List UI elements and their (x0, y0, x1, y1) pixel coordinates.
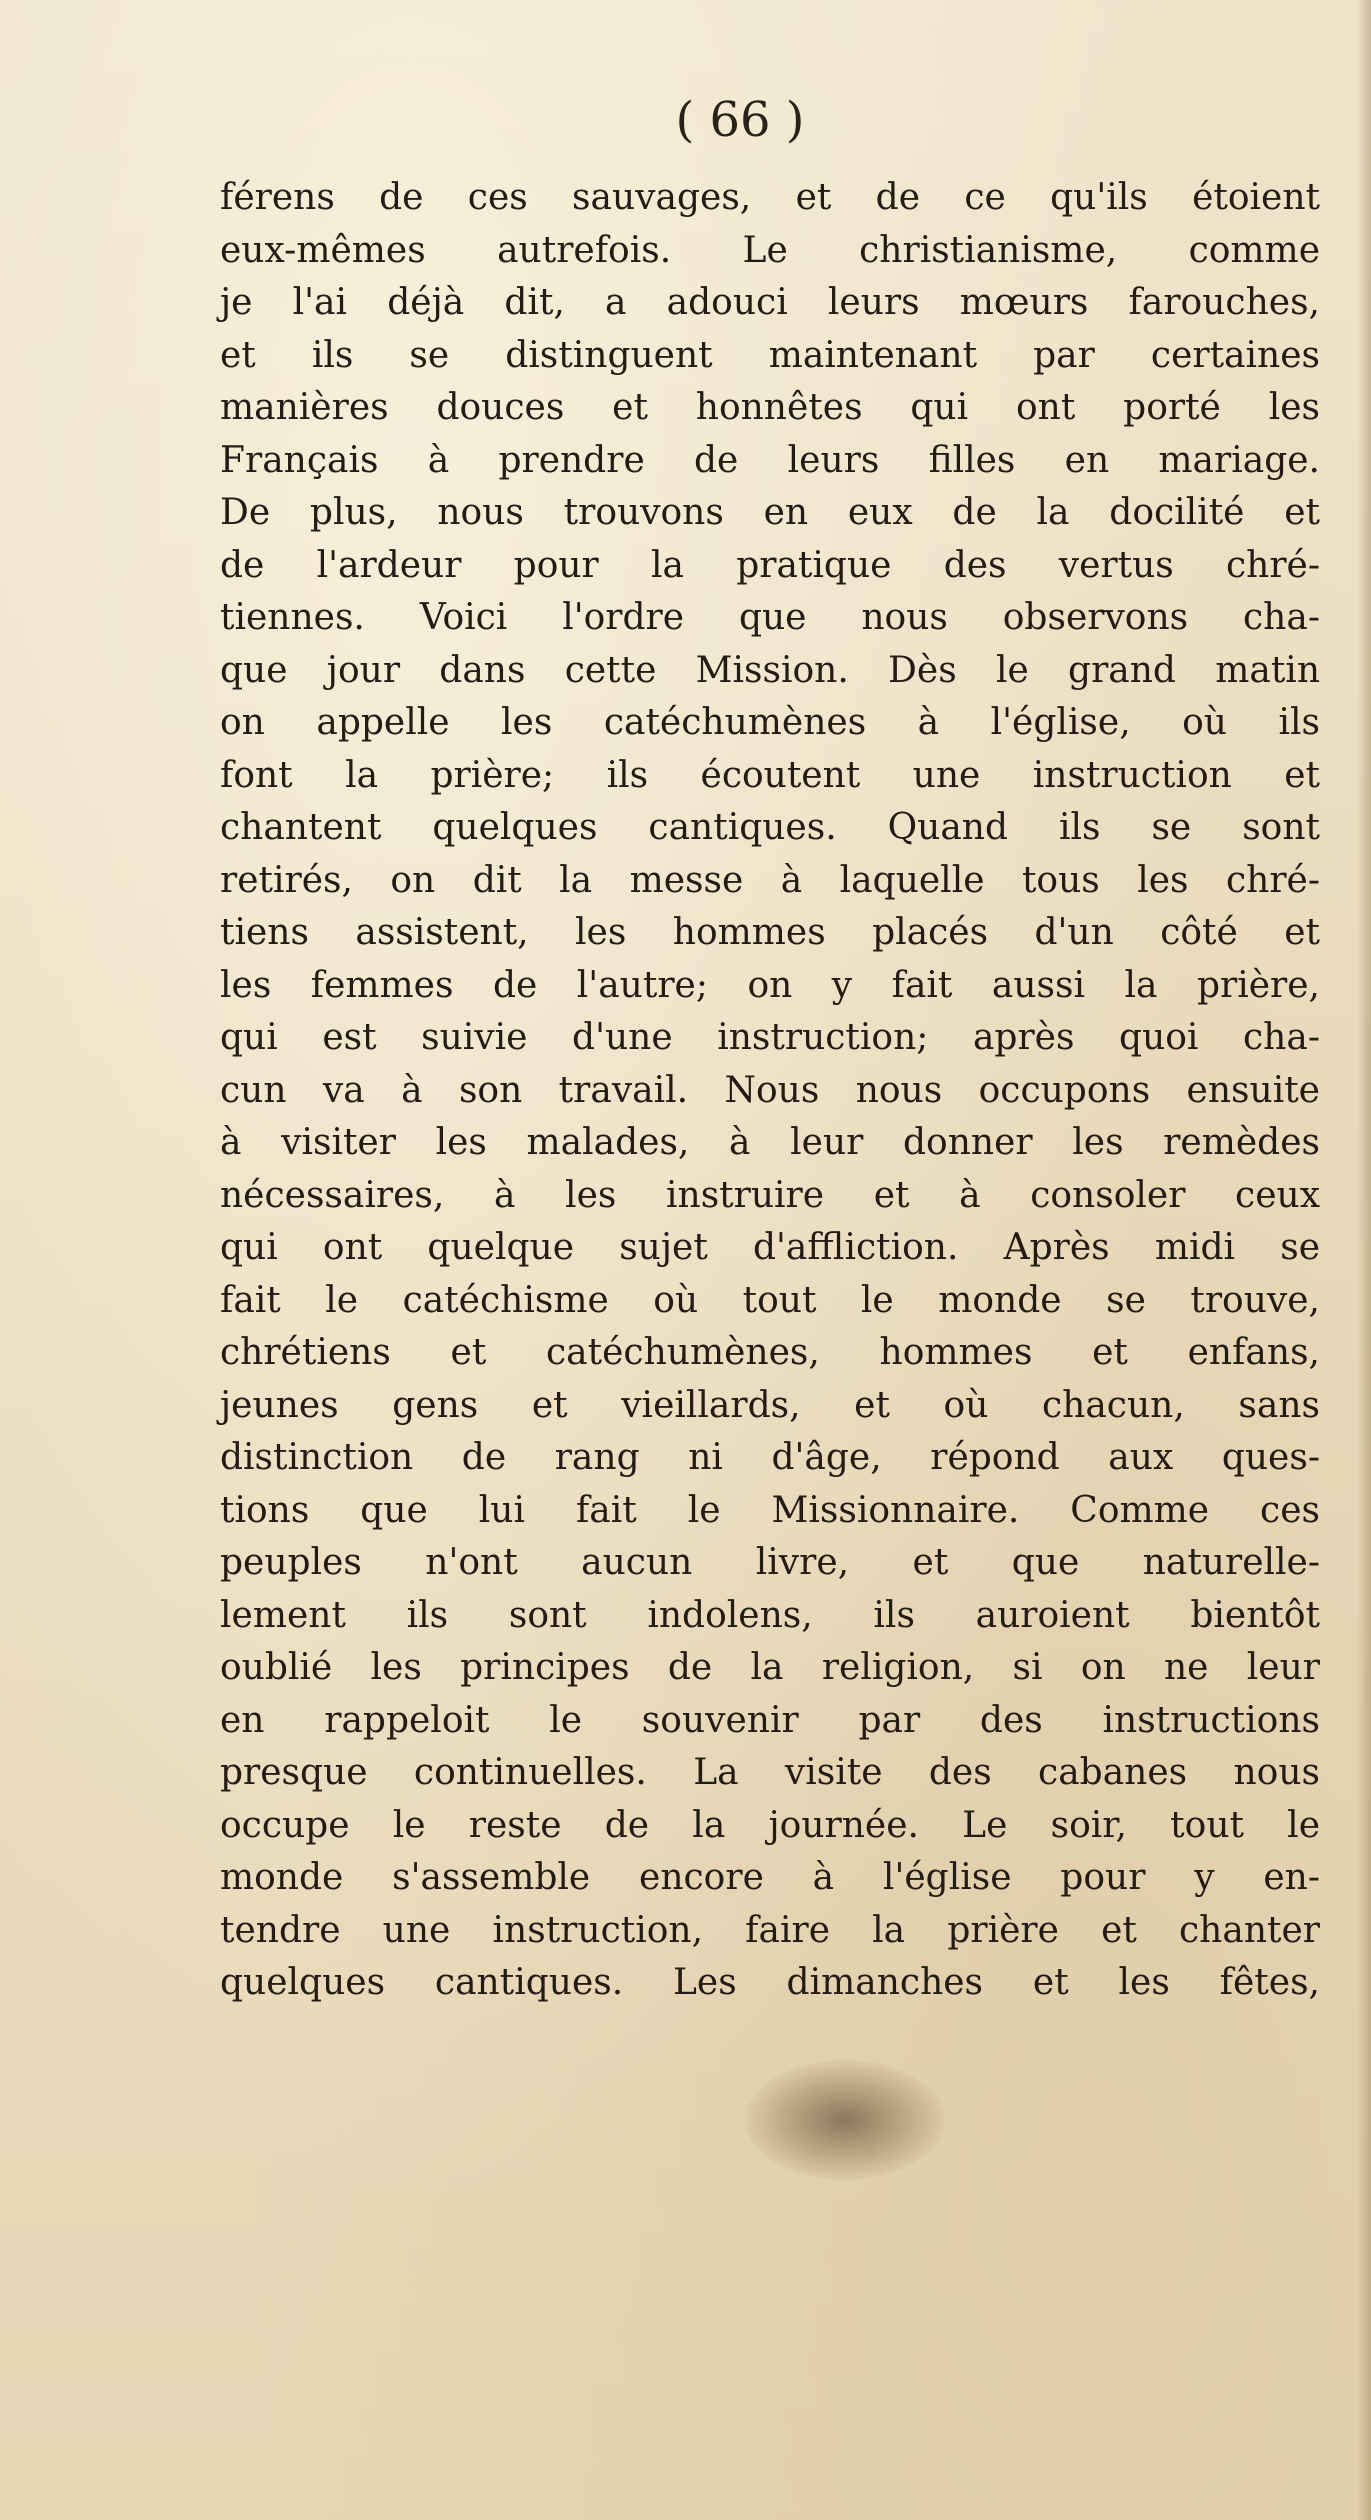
text-line: distinction de rang ni d'âge, répond aux ques- (220, 1437, 1320, 1478)
text-line: Français à prendre de leurs filles en mariage. (220, 439, 1320, 481)
page-number: ( 66 ) (675, 92, 805, 148)
text-line: qui est suivie d'une instruction; après quoi cha- (220, 1017, 1320, 1058)
text-line: chrétiens et catéchumènes, hommes et enfans, (220, 1332, 1320, 1373)
text-line: on appelle les catéchumènes à l'église, où ils (220, 702, 1320, 743)
text-line: tendre une instruction, faire la prière et chanter (220, 1909, 1320, 1951)
text-line: eux-mêmes autrefois. Le christianisme, comme (220, 229, 1320, 271)
text-line: oublié les principes de la religion, si on ne leur (220, 1647, 1320, 1688)
text-line: peuples n'ont aucun livre, et que naturelle- (220, 1542, 1320, 1583)
text-line: je l'ai déjà dit, a adouci leurs mœurs farouches, (220, 282, 1320, 323)
body-text (220, 172, 1320, 2010)
text-line: De plus, nous trouvons en eux de la docilité et (220, 492, 1320, 533)
text-line: nécessaires, à les instruire et à consoler ceux (220, 1174, 1320, 1216)
text-line: et ils se distinguent maintenant par certaines (220, 334, 1320, 376)
text-line: fait le catéchisme où tout le monde se trouve, (220, 1279, 1320, 1321)
text-line: retirés, on dit la messe à laquelle tous les chré- (220, 859, 1320, 901)
text-line: lement ils sont indolens, ils auroient bientôt (220, 1594, 1320, 1636)
text-line: cun va à son travail. Nous nous occupons ensuite (220, 1069, 1320, 1111)
text-line: occupe le reste de la journée. Le soir, tout le (220, 1804, 1320, 1846)
text-line: font la prière; ils écoutent une instruction et (220, 754, 1320, 796)
ink-stain (745, 2060, 945, 2180)
text-line: qui ont quelque sujet d'affliction. Après midi se (220, 1227, 1320, 1268)
text-line: à visiter les malades, à leur donner les remèdes (220, 1122, 1320, 1163)
text-line: tiennes. Voici l'ordre que nous observons cha- (220, 597, 1320, 638)
text-line: en rappeloit le souvenir par des instructions (220, 1699, 1320, 1741)
text-line: chantent quelques cantiques. Quand ils se sont (220, 807, 1320, 848)
text-line: de l'ardeur pour la pratique des vertus chré- (220, 544, 1320, 586)
page-edge-shadow (1357, 0, 1371, 2520)
text-line: les femmes de l'autre; on y fait aussi la prière, (220, 964, 1320, 1006)
text-line: férens de ces sauvages, et de ce qu'ils étoient (220, 177, 1320, 218)
text-line: quelques cantiques. Les dimanches et les fêtes, (220, 1962, 1320, 2003)
text-line: manières douces et honnêtes qui ont porté les (220, 387, 1320, 428)
text-line: presque continuelles. La visite des cabanes nous (220, 1752, 1320, 1793)
text-line: tions que lui fait le Missionnaire. Comme ces (220, 1489, 1320, 1531)
text-line: que jour dans cette Mission. Dès le grand matin (220, 649, 1320, 691)
text-line: monde s'assemble encore à l'église pour y en- (220, 1857, 1320, 1898)
text-line: tiens assistent, les hommes placés d'un côté et (220, 912, 1320, 953)
text-line: jeunes gens et vieillards, et où chacun, sans (220, 1384, 1320, 1426)
